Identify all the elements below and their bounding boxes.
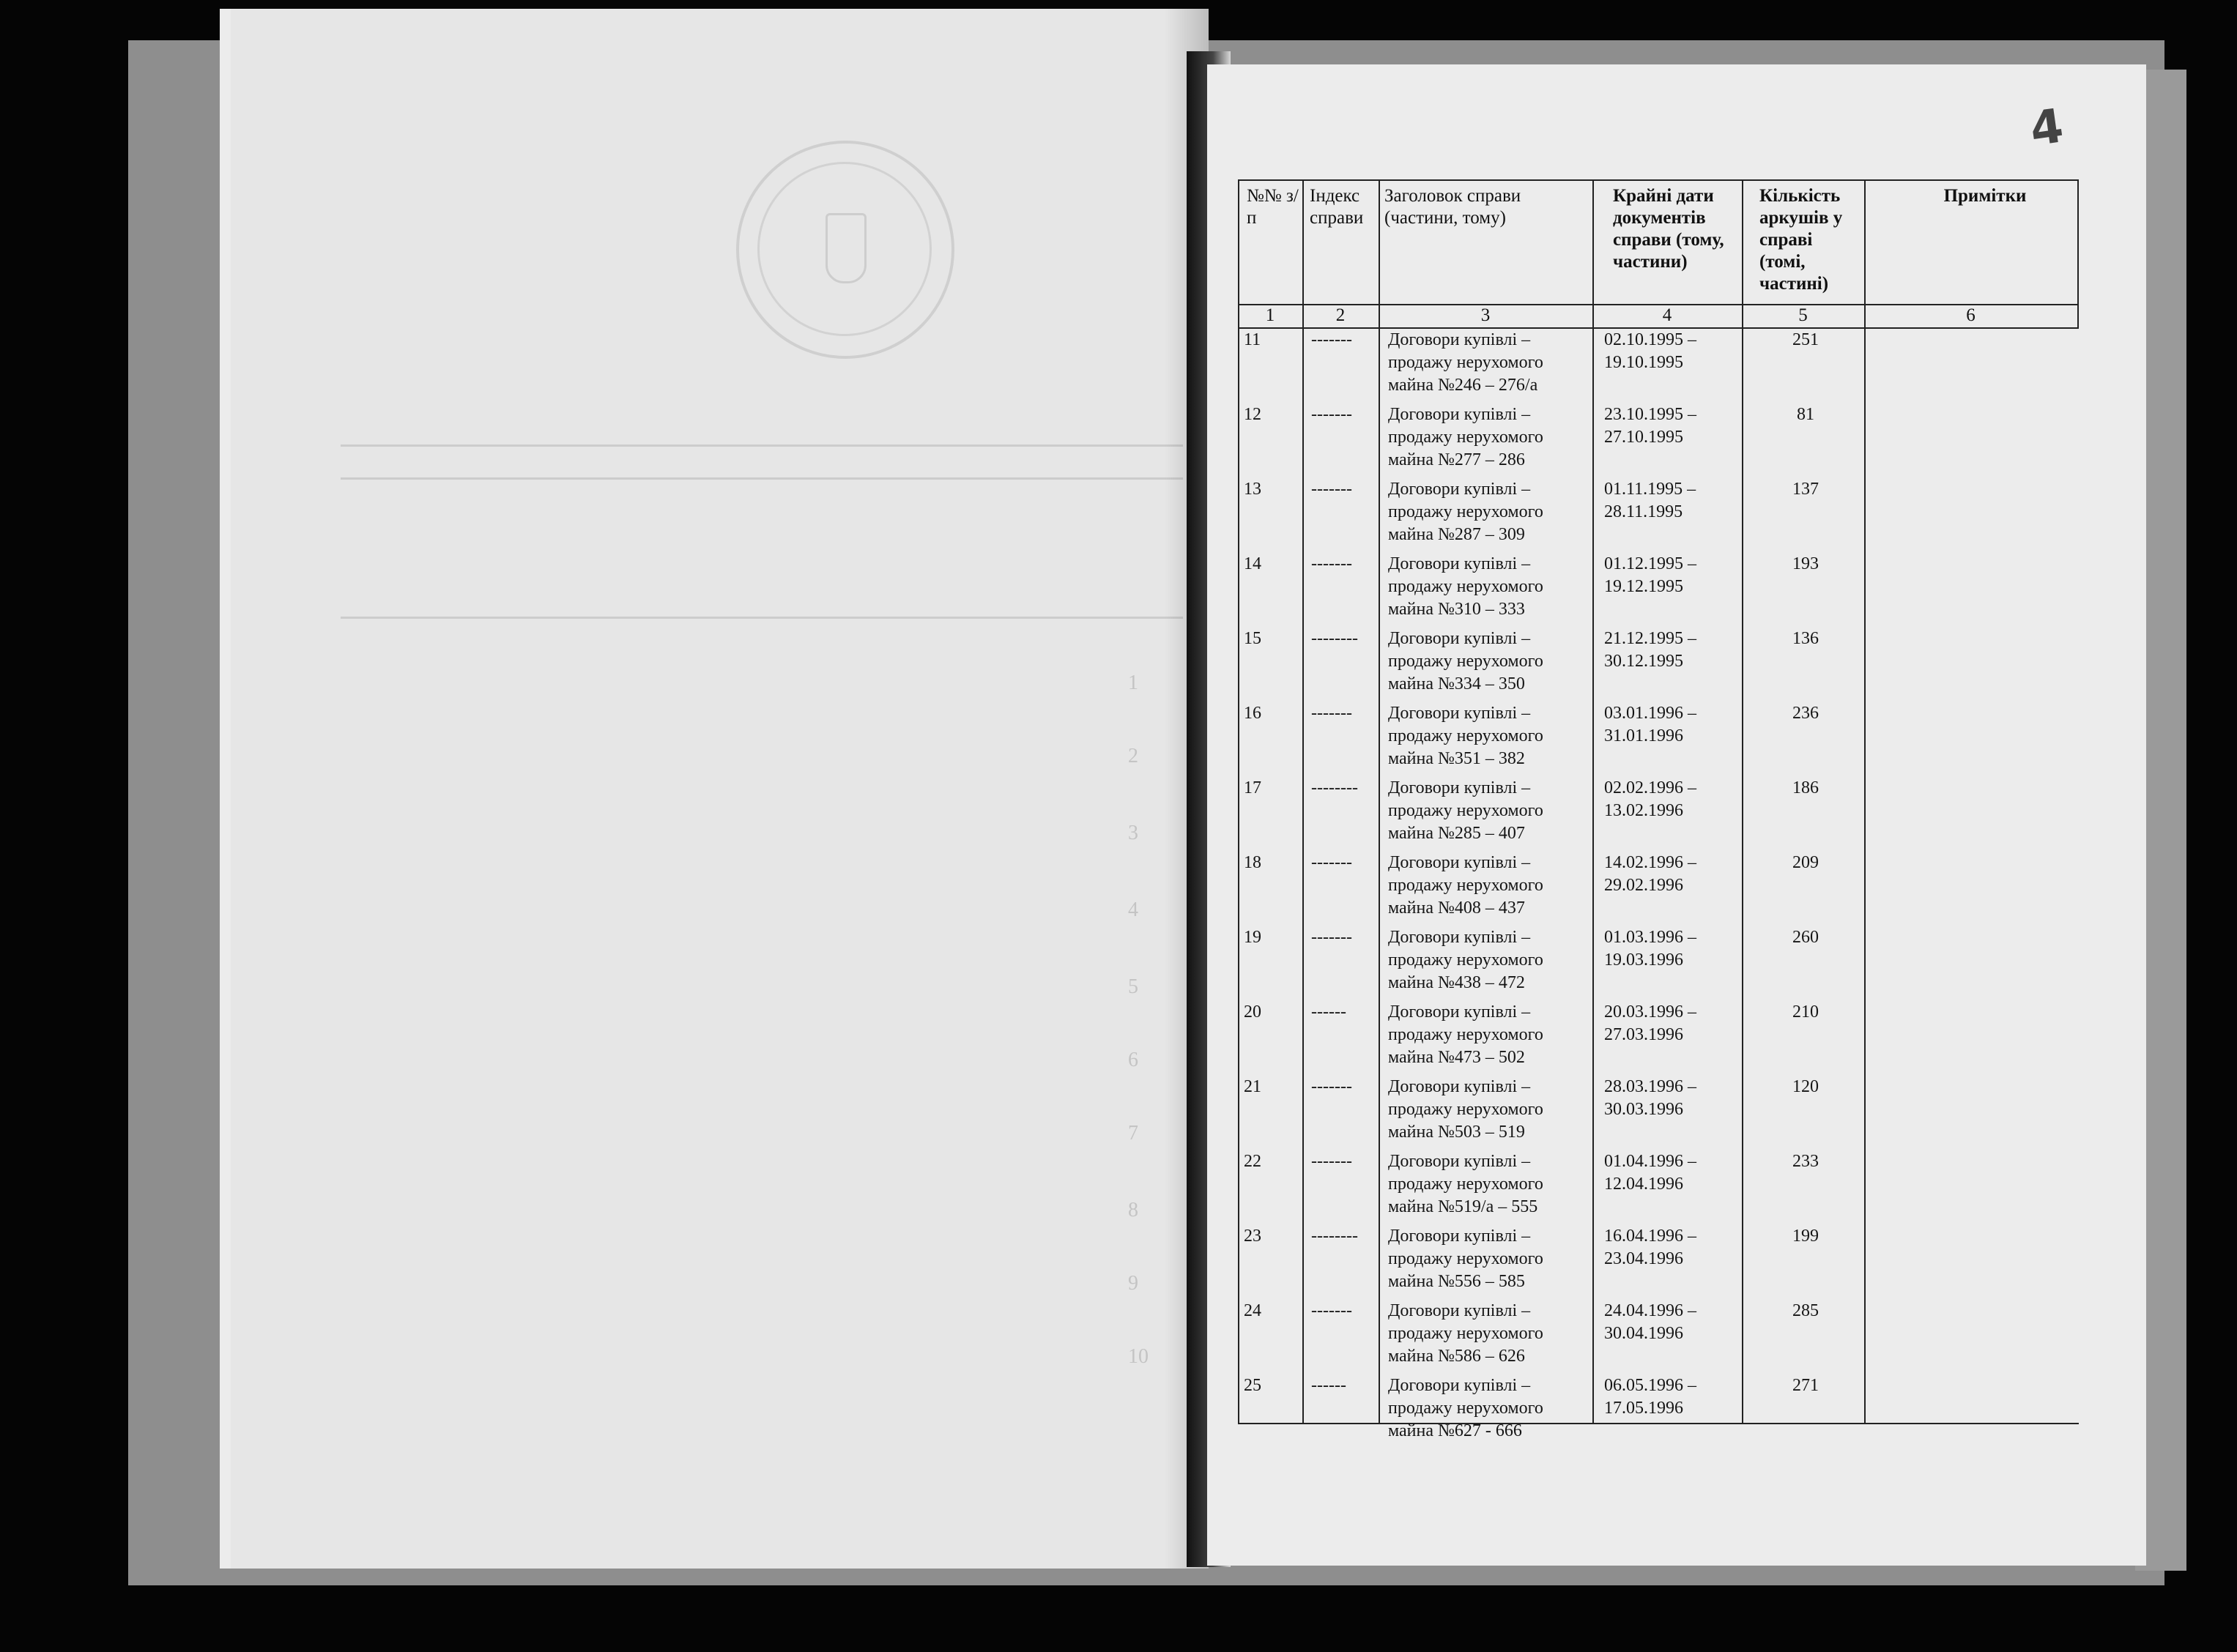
table-cell-dates: 21.12.1995 – 30.12.1995 [1604,629,1696,671]
table-cell-index: ------- [1311,480,1352,499]
table-cell-index: -------- [1311,629,1358,648]
table-cell-dates: 28.03.1996 – 30.03.1996 [1604,1077,1696,1119]
seal-stamp-show-through [736,141,954,359]
table-cell-title: Договори купівлі – продажу нерухомого майна №277 – 286 [1388,405,1543,469]
table-cell-num: 24 [1244,1301,1261,1320]
table-cell-index: ------- [1311,1301,1352,1320]
table-cell-title: Договори купівлі – продажу нерухомого майна №285 – 407 [1388,778,1543,843]
table-cell-num: 15 [1244,629,1261,648]
table-cell-sheets: 285 [1792,1301,1819,1320]
table-cell-num: 20 [1244,1002,1261,1022]
table-cell-index: ------- [1311,704,1352,723]
table-cell-title: Договори купівлі – продажу нерухомого майна №556 – 585 [1388,1227,1543,1291]
table-cell-title: Договори купівлі – продажу нерухомого майна №334 – 350 [1388,629,1543,693]
table-cell-title: Договори купівлі – продажу нерухомого майна №438 – 472 [1388,928,1543,992]
header-dates: Крайні дати документів справи (тому, частини) [1613,186,1724,272]
table-cell-dates: 03.01.1996 – 31.01.1996 [1604,704,1696,745]
table-cell-sheets: 81 [1797,405,1814,424]
column-number-3: 3 [1480,305,1491,325]
table-cell-num: 25 [1244,1376,1261,1395]
ghost-rule [341,617,1183,619]
table-cell-title: Договори купівлі – продажу нерухомого майна №519/а – 555 [1388,1152,1543,1216]
table-cell-sheets: 236 [1792,704,1819,723]
header-notes: Примітки [1943,186,2027,206]
trident-emblem [826,213,867,283]
table-cell-num: 19 [1244,928,1261,947]
table-cell-sheets: 271 [1792,1376,1819,1395]
header-sheets: Кількість аркушів у справі (томі, частині) [1759,186,1843,294]
header-number: №№ з/п [1247,186,1299,228]
table-cell-sheets: 233 [1792,1152,1819,1171]
table-cell-num: 14 [1244,554,1261,573]
table-cell-num: 18 [1244,853,1261,872]
table-cell-index: ------ [1311,1002,1346,1022]
column-number-1: 1 [1265,305,1275,325]
column-number-2: 2 [1335,305,1346,325]
table-cell-index: ------- [1311,1152,1352,1171]
table-cell-dates: 01.12.1995 – 19.12.1995 [1604,554,1696,596]
table-cell-sheets: 251 [1792,330,1819,349]
table-cell-dates: 01.04.1996 – 12.04.1996 [1604,1152,1696,1194]
header-index: Індекс справи [1310,186,1364,228]
table-cell-index: -------- [1311,1227,1358,1246]
table-cell-sheets: 193 [1792,554,1819,573]
table-cell-num: 12 [1244,405,1261,424]
table-cell-dates: 24.04.1996 – 30.04.1996 [1604,1301,1696,1343]
table-cell-dates: 01.03.1996 – 19.03.1996 [1604,928,1696,970]
table-cell-dates: 23.10.1995 – 27.10.1995 [1604,405,1696,447]
table-cell-index: ------- [1311,330,1352,349]
column-number-4: 4 [1662,305,1672,325]
column-number-6: 6 [1966,305,1976,325]
left-page-show-through: 1 2 3 4 5 6 7 8 9 10 [231,9,1209,1569]
table-cell-num: 23 [1244,1227,1261,1246]
table-cell-sheets: 199 [1792,1227,1819,1246]
header-title: Заголовок справи (частини, тому) [1384,186,1521,228]
page-number: 4 [2027,99,2067,157]
table-cell-num: 16 [1244,704,1261,723]
table-cell-sheets: 260 [1792,928,1819,947]
table-cell-index: ------ [1311,1376,1346,1395]
table-cell-title: Договори купівлі – продажу нерухомого майна №287 – 309 [1388,480,1543,544]
table-cell-num: 21 [1244,1077,1261,1096]
table-cell-title: Договори купівлі – продажу нерухомого майна №351 – 382 [1388,704,1543,768]
table-cell-sheets: 186 [1792,778,1819,797]
table-cell-index: ------- [1311,405,1352,424]
table-cell-title: Договори купівлі – продажу нерухомого майна №503 – 519 [1388,1077,1543,1142]
table-cell-dates: 14.02.1996 – 29.02.1996 [1604,853,1696,895]
inventory-table [1238,179,2079,1440]
table-cell-dates: 16.04.1996 – 23.04.1996 [1604,1227,1696,1268]
table-cell-title: Договори купівлі – продажу нерухомого майна №246 – 276/а [1388,330,1543,395]
table-cell-num: 13 [1244,480,1261,499]
table-cell-title: Договори купівлі – продажу нерухомого майна №627 - 666 [1388,1376,1543,1440]
table-cell-index: ------- [1311,554,1352,573]
table-cell-dates: 06.05.1996 – 17.05.1996 [1604,1376,1696,1418]
ghost-rule [341,444,1183,447]
table-cell-title: Договори купівлі – продажу нерухомого майна №473 – 502 [1388,1002,1543,1067]
table-cell-title: Договори купівлі – продажу нерухомого майна №310 – 333 [1388,554,1543,619]
table-cell-sheets: 120 [1792,1077,1819,1096]
table-cell-num: 22 [1244,1152,1261,1171]
table-cell-title: Договори купівлі – продажу нерухомого майна №586 – 626 [1388,1301,1543,1366]
column-number-5: 5 [1798,305,1808,325]
table-cell-title: Договори купівлі – продажу нерухомого майна №408 – 437 [1388,853,1543,918]
table-cell-sheets: 137 [1792,480,1819,499]
table-cell-dates: 20.03.1996 – 27.03.1996 [1604,1002,1696,1044]
ghost-rule [341,477,1183,480]
table-cell-num: 17 [1244,778,1261,797]
table-cell-sheets: 209 [1792,853,1819,872]
table-cell-index: ------- [1311,1077,1352,1096]
table-cell-index: -------- [1311,778,1358,797]
table-cell-index: ------- [1311,928,1352,947]
table-cell-dates: 02.10.1995 – 19.10.1995 [1604,330,1696,372]
table-cell-num: 11 [1244,330,1261,349]
table-cell-sheets: 136 [1792,629,1819,648]
table-cell-dates: 02.02.1996 – 13.02.1996 [1604,778,1696,820]
table-cell-dates: 01.11.1995 – 28.11.1995 [1604,480,1696,521]
table-cell-index: ------- [1311,853,1352,872]
table-cell-sheets: 210 [1792,1002,1819,1022]
